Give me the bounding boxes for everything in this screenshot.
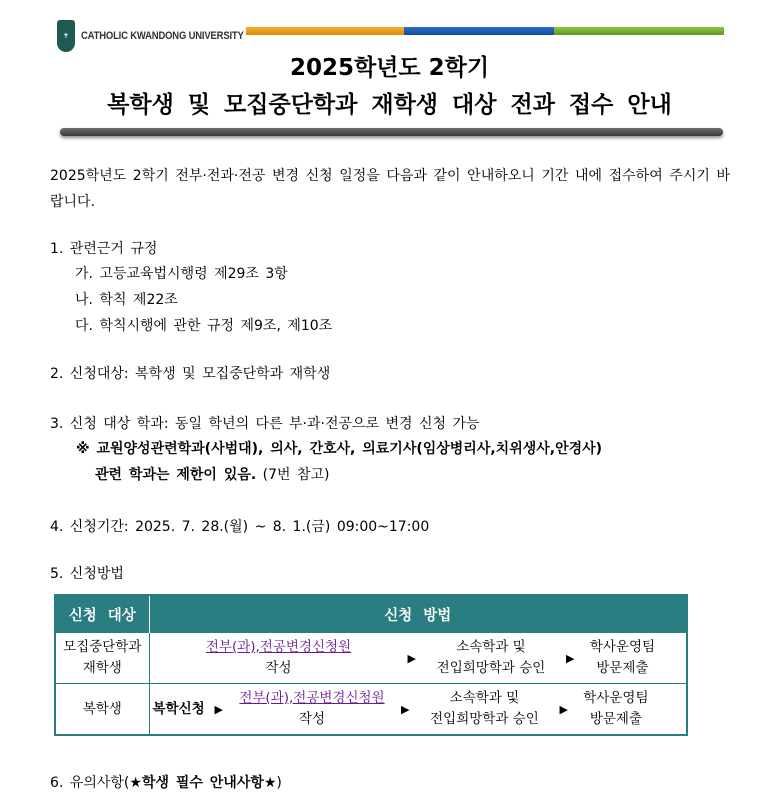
section-3-note: ※ 교원양성관련학과(사범대), 의사, 간호사, 의료기사(임상병리사,치위생사,안경사) [76, 441, 603, 457]
row-method [149, 684, 687, 736]
arrow-icon: ▶ [559, 702, 568, 716]
section-6-bold: ★학생 필수 안내사항★ [129, 775, 277, 791]
section-3-note-2 [95, 466, 330, 484]
header-stripe-green [554, 27, 724, 35]
section-3-note-ref: (7번 참고) [256, 467, 330, 483]
submit-line: 학사운영팀 [589, 639, 656, 655]
section-5: 5. 신청방법 [50, 566, 124, 582]
arrow-icon: ▶ [400, 702, 410, 716]
arrow-icon: ▶ [214, 702, 223, 716]
section-6: 6. 유의사항(★학생 필수 안내사항★) [50, 775, 282, 791]
university-logo [57, 20, 270, 52]
submit-line: 방문제출 [589, 711, 642, 727]
table-row [55, 684, 687, 736]
table-header-row [55, 595, 687, 633]
section-1-item: 가. 고등교육법시행령 제29조 3항 [75, 266, 288, 282]
university-emblem-icon: ✝ [57, 20, 75, 52]
application-method-table [54, 594, 688, 736]
document-header [0, 0, 779, 145]
approve-line: 소속학과 및 [449, 690, 520, 706]
form-link[interactable]: 전부(과),전공변경신청원 [239, 690, 385, 706]
approve-line: 소속학과 및 [456, 639, 526, 655]
header-divider [60, 128, 723, 136]
section-1-title: 1. 관련근거 규정 [50, 241, 158, 257]
title-line-2: 복학생 및 모집중단학과 재학생 대상 전과 접수 안내 [107, 92, 672, 118]
row-target: 복학생 [55, 684, 149, 736]
pre-step: 복학신청 [152, 700, 205, 717]
section-3-title: 3. 신청 대상 학과: 동일 학년의 다른 부·과·전공으로 변경 신청 가능 [50, 416, 480, 432]
section-3-note-bold: 관련 학과는 제한이 있음. [95, 467, 257, 483]
submit-line: 방문제출 [596, 660, 649, 676]
header-stripe-orange [246, 27, 404, 35]
form-suffix: 작성 [265, 660, 292, 676]
form-link[interactable]: 전부(과),전공변경신청원 [205, 639, 352, 655]
section-4: 4. 신청기간: 2025. 7. 28.(월) ~ 8. 1.(금) 09:00~17:00 [50, 519, 430, 535]
approve-line: 전입희망학과 승인 [430, 711, 539, 727]
section-2: 2. 신청대상: 복학생 및 모집중단학과 재학생 [50, 366, 331, 382]
section-1-item: 나. 학칙 제22조 [75, 292, 178, 308]
university-name: CATHOLIC KWANDONG UNIVERSITY [81, 30, 244, 42]
arrow-icon: ▶ [565, 651, 575, 665]
table-row [55, 633, 687, 684]
arrow-icon: ▶ [407, 651, 416, 665]
section-1-item: 다. 학칙시행에 관한 규정 제9조, 제10조 [75, 318, 333, 334]
title-line-1: 2025학년도 2학기 [289, 55, 490, 81]
intro-paragraph: 2025학년도 2학기 전부·전과·전공 변경 신청 일정을 다음과 같이 안내하오니 기간 내에 접수하여 주시기 바랍니다. [50, 168, 730, 210]
form-suffix: 작성 [298, 711, 326, 727]
header-target: 신청 대상 [55, 595, 149, 633]
header-stripe-blue [404, 27, 554, 35]
row-method [149, 633, 687, 684]
approve-line: 전입희망학과 승인 [436, 660, 546, 676]
submit-line: 학사운영팀 [583, 690, 649, 706]
row-target: 모집중단학과 재학생 [55, 633, 149, 684]
header-method: 신청 방법 [149, 595, 687, 633]
